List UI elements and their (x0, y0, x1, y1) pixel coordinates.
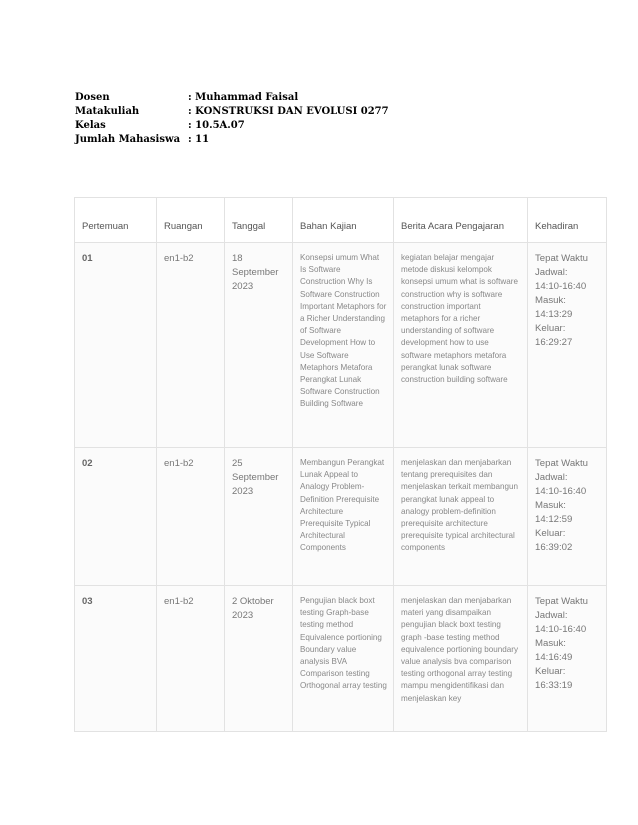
cell-ruangan: en1-b2 (157, 243, 225, 448)
cell-kehadiran (528, 586, 607, 732)
course-info (75, 91, 389, 147)
cell-bahan-kajian: Membangun Perangkat Lunak Appeal to Analogy Problem-Definition Prerequisite Architecture Prerequisite Typical Architectural Components (293, 448, 394, 586)
kehadiran-keluar: 16:29:27 (535, 337, 573, 348)
table-row (75, 586, 607, 732)
kehadiran-status: Tepat Waktu (535, 253, 588, 264)
kehadiran-masuk-label: Masuk: (535, 500, 566, 511)
column-header-pertemuan: Pertemuan (75, 198, 157, 243)
cell-tanggal: 2 Oktober 2023 (225, 586, 293, 732)
kehadiran-status: Tepat Waktu (535, 596, 588, 607)
column-header-tanggal: Tanggal (225, 198, 293, 243)
cell-tanggal: 25 September 2023 (225, 448, 293, 586)
kehadiran-masuk: 14:16:49 (535, 652, 573, 663)
kehadiran-keluar: 16:39:02 (535, 542, 573, 553)
cell-bahan-kajian: Konsepsi umum What Is Software Construction Why Is Software Construction Important Metaphors for a Richer Understanding of Software Development How to Use Software Metaphors Metafora Perangkat Lunak Software Construction Building Software (293, 243, 394, 448)
kehadiran-masuk-label: Masuk: (535, 638, 566, 649)
info-value: : 10.5A.07 (188, 120, 245, 131)
cell-ruangan: en1-b2 (157, 448, 225, 586)
cell-berita-acara: kegiatan belajar mengajar metode diskusi kelompok konsepsi umum what is software construction why is software construction important metaphors for a richer understanding of software development how to use software metaphors metafora perangkat lunak software construction building software (394, 243, 528, 448)
info-value: : 11 (188, 134, 210, 145)
cell-bahan-kajian: Pengujian black boxt testing Graph-base testing method Equivalence portioning Boundary value analysis BVA Comparison testing Orthogonal array testing (293, 586, 394, 732)
kehadiran-keluar-label: Keluar: (535, 666, 566, 677)
cell-berita-acara: menjelaskan dan menjabarkan materi yang disampaikan pengujian black boxt testing graph -base testing method equivalence portioning boundary value analysis bva comparison testing orthogonal array testing mampu mengidentifikasi dan menjelaskan key (394, 586, 528, 732)
info-value: : KONSTRUKSI DAN EVOLUSI 0277 (188, 106, 389, 117)
info-label: Jumlah Mahasiswa (75, 134, 181, 145)
column-header-kehadiran: Kehadiran (528, 198, 607, 243)
cell-pertemuan: 03 (75, 586, 157, 732)
kehadiran-masuk: 14:13:29 (535, 309, 573, 320)
kehadiran-keluar: 16:33:19 (535, 680, 573, 691)
kehadiran-keluar-label: Keluar: (535, 528, 566, 539)
cell-pertemuan: 01 (75, 243, 157, 448)
attendance-table (74, 197, 607, 732)
kehadiran-keluar-label: Keluar: (535, 323, 566, 334)
cell-berita-acara: menjelaskan dan menjabarkan tentang prerequisites dan menjelaskan terkait membangun perangkat lunak appeal to analogy problem-definition prerequisite architecture prerequisite typical architectural components (394, 448, 528, 586)
kehadiran-jadwal-label: Jadwal: (535, 267, 568, 278)
info-row-kelas (75, 119, 389, 133)
kehadiran-jadwal-label: Jadwal: (535, 472, 568, 483)
kehadiran-status: Tepat Waktu (535, 458, 588, 469)
kehadiran-jadwal-label: Jadwal: (535, 610, 568, 621)
table-row (75, 448, 607, 586)
cell-ruangan: en1-b2 (157, 586, 225, 732)
info-label: Kelas (75, 120, 106, 131)
kehadiran-masuk-label: Masuk: (535, 295, 566, 306)
info-value: : Muhammad Faisal (188, 92, 299, 103)
info-row-jumlah-mahasiswa (75, 133, 389, 147)
kehadiran-jadwal: 14:10-16:40 (535, 624, 587, 635)
info-row-dosen (75, 91, 389, 105)
cell-pertemuan: 02 (75, 448, 157, 586)
cell-kehadiran (528, 243, 607, 448)
table-row (75, 243, 607, 448)
column-header-bahan-kajian: Bahan Kajian (293, 198, 394, 243)
info-row-matakuliah (75, 105, 389, 119)
kehadiran-masuk: 14:12:59 (535, 514, 573, 525)
column-header-ruangan: Ruangan (157, 198, 225, 243)
cell-kehadiran (528, 448, 607, 586)
info-label: Matakuliah (75, 106, 140, 117)
column-header-berita-acara: Berita Acara Pengajaran (394, 198, 528, 243)
info-label: Dosen (75, 92, 110, 103)
cell-tanggal: 18 September 2023 (225, 243, 293, 448)
table-header-row (75, 198, 607, 243)
kehadiran-jadwal: 14:10-16:40 (535, 281, 587, 292)
kehadiran-jadwal: 14:10-16:40 (535, 486, 587, 497)
